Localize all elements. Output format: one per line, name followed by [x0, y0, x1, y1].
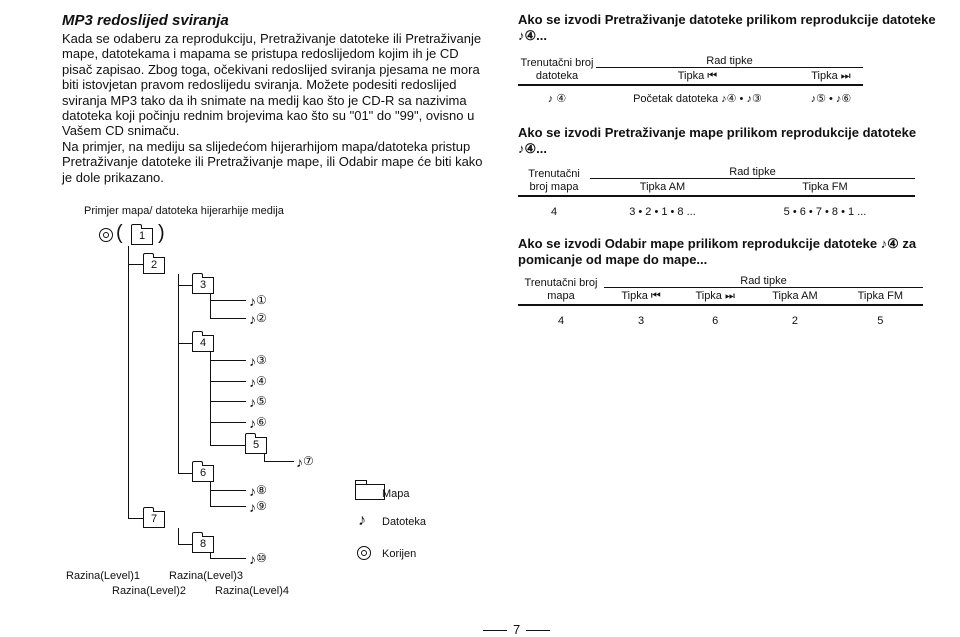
cell: 5 — [877, 315, 884, 327]
col-current: Trenutačni broj mapa — [518, 166, 590, 196]
file-item: ♪⑩ — [249, 551, 267, 567]
file-item: ♪① — [249, 293, 267, 309]
col-header: Tipka AM — [590, 179, 735, 197]
file-item: ♪⑥ — [249, 415, 267, 431]
cell: Početak datoteka ♪④ • ♪③ — [633, 92, 762, 105]
col-header: Tipka FM — [838, 288, 923, 306]
section-heading: Ako se izvodi Pretraživanje datoteke prilikom reprodukcije datoteke ♪④... — [518, 12, 936, 43]
folder-icon: 6 — [192, 465, 214, 482]
col-header: Tipka FM — [735, 179, 915, 197]
page-title: MP3 redoslijed sviranja — [62, 12, 229, 29]
col-header: Tipka ⏭ — [799, 68, 863, 86]
note-icon: ♪ — [249, 483, 256, 499]
legend-root-label: Korijen — [382, 548, 417, 560]
col-current: Trenutačni broj mapa — [518, 275, 604, 305]
cell: 5 • 6 • 7 • 8 • 1 ... — [783, 206, 867, 218]
cell: ♪ ④ — [547, 92, 567, 105]
section-heading: Ako se izvodi Odabir mape prilikom reprodukcije datoteke ♪④ za pomicanje od mape do mape... — [518, 236, 917, 267]
level-label: Razina(Level)4 — [215, 585, 289, 597]
level-label: Razina(Level)2 — [112, 585, 186, 597]
intro-paragraph-1: Kada se odaberu za reprodukciju, Pretraživanje datoteke ili Pretraživanje mape, datotekama i mapama se pristupa redoslijedom kojim ih je CD pisač zapisao. Zbog toga, očekivani redoslijed sviranja pjesama ne mora biti istovjetan pravom redoslijedu sviranja. Možete podesiti redoslijed sviranja MP3 tako da ih snimate na medij kao što je CD-R sa nazivima datoteka koji počinju rednim brojevima kao što su "01" do "99", ovisno u Vašem CD snimaču. — [62, 31, 482, 139]
cell: ♪⑤ • ♪⑥ — [810, 92, 852, 105]
file-item: ♪③ — [249, 353, 267, 369]
col-header: Tipka ⏮ — [604, 288, 678, 306]
note-icon: ♪ — [249, 499, 256, 515]
page-number: 7 — [477, 622, 556, 637]
level-label: Razina(Level)3 — [169, 570, 243, 582]
root-legend-icon — [357, 546, 371, 560]
note-icon: ♪ — [249, 551, 256, 567]
col-header: Tipka ⏮ — [596, 68, 799, 86]
group-header: Rad tipke — [596, 55, 863, 68]
note-icon: ♪ — [249, 353, 256, 369]
folder-icon: 1 — [131, 228, 153, 245]
file-item: ♪⑦ — [296, 454, 314, 470]
folder-legend-icon — [355, 484, 385, 500]
section-heading: Ako se izvodi Pretraživanje mape prilikom reprodukcije datoteke ♪④... — [518, 125, 917, 156]
note-icon: ♪ — [249, 293, 256, 309]
tree-caption: Primjer mapa/ datoteka hijerarhije medija — [84, 205, 284, 217]
col-current: Trenutačni broj datoteka — [518, 55, 596, 85]
note-icon: ♪ — [296, 454, 303, 470]
paren-close: ) — [158, 222, 165, 244]
cell: 6 — [712, 315, 719, 327]
note-legend-icon: ♪ — [358, 512, 366, 529]
note-icon: ♪ — [249, 394, 256, 410]
col-header: Tipka ⏭ — [678, 288, 752, 306]
paren-open: ( — [116, 222, 123, 244]
folder-icon: 5 — [245, 437, 267, 454]
cell: 3 — [637, 315, 645, 327]
folder-icon: 8 — [192, 536, 214, 553]
cell: 3 • 2 • 1 • 8 ... — [629, 206, 696, 218]
file-item: ♪② — [249, 311, 267, 327]
file-item: ♪⑧ — [249, 483, 267, 499]
legend-folder-label: Mapa — [382, 488, 410, 500]
folder-select-table — [518, 275, 923, 336]
level-label: Razina(Level)1 — [66, 570, 140, 582]
folder-icon: 3 — [192, 277, 214, 294]
intro-text — [62, 31, 490, 185]
cell: 4 — [557, 315, 565, 327]
cell: 4 — [550, 206, 558, 218]
file-item: ♪⑨ — [249, 499, 267, 515]
file-search-table — [518, 55, 863, 110]
col-header: Tipka AM — [752, 288, 837, 306]
root-icon — [99, 228, 113, 242]
note-icon: ♪ — [249, 311, 256, 327]
cell: 2 — [791, 315, 798, 327]
group-header: Rad tipke — [590, 166, 915, 179]
file-item: ♪④ — [249, 374, 267, 390]
folder-icon: 7 — [143, 511, 165, 528]
note-icon: ♪ — [249, 415, 256, 431]
group-header: Rad tipke — [604, 275, 923, 288]
note-icon: ♪ — [249, 374, 256, 390]
folder-icon: 2 — [143, 257, 165, 274]
file-item: ♪⑤ — [249, 394, 267, 410]
legend-file-label: Datoteka — [382, 516, 427, 528]
folder-search-table — [518, 166, 915, 227]
folder-icon: 4 — [192, 335, 214, 352]
intro-paragraph-2: Na primjer, na mediju sa slijedećom hijerarhijom mapa/datoteka pristup Pretraživanje datoteke ili Pretraživanje mape, ili Odabir mape će biti kako je dole prikazano. — [62, 138, 483, 185]
